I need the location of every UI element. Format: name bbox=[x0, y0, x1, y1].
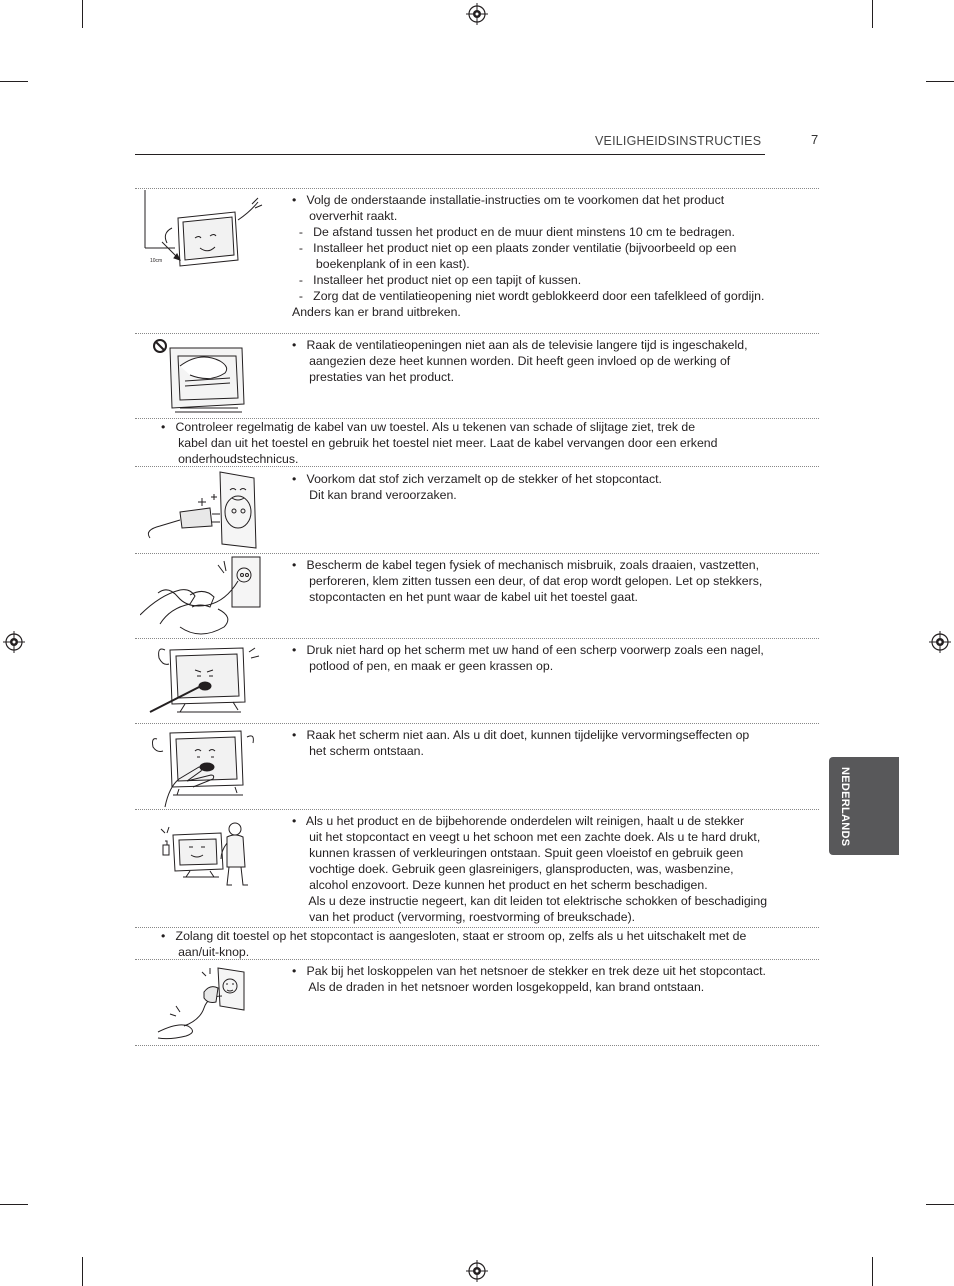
text-line: kunnen krassen of verkleuringen ontstaan. Spuit geen vloeistof en gebruik geen bbox=[292, 846, 744, 860]
text-line: • Raak het scherm niet aan. Als u dit doet, kunnen tijdelijke vervormingseffecten op bbox=[292, 728, 750, 742]
page-number: 7 bbox=[811, 132, 819, 147]
cleaning-tv-illustration bbox=[155, 815, 255, 895]
text-line: • Raak de ventilatieopeningen niet aan als de televisie langere tijd is ingeschakeld, bbox=[292, 338, 748, 352]
section-divider bbox=[135, 553, 819, 554]
text-line: Als u deze instructie negeert, kan dit leiden tot elektrische schokken of beschadiging bbox=[292, 894, 768, 908]
text-line: alcohol enzovoort. Deze kunnen het product en het scherm beschadigen. bbox=[292, 878, 708, 892]
section-cable-protect bbox=[292, 557, 762, 605]
text-line: • Druk niet hard op het scherm met uw hand of een scherp voorwerp zoals een nagel, bbox=[292, 643, 764, 657]
no-touch-vent-illustration bbox=[150, 336, 250, 416]
section-divider bbox=[135, 1045, 819, 1046]
text-line: het scherm ontstaan. bbox=[292, 744, 424, 758]
text-line: stopcontacten en het punt waar de kabel uit het toestel gaat. bbox=[292, 590, 638, 604]
text-line: potlood of pen, en maak er geen krassen op. bbox=[292, 659, 554, 673]
section-overheating bbox=[292, 192, 764, 320]
text-line: Dit kan brand veroorzaken. bbox=[292, 488, 457, 502]
text-line: - Installeer het product niet op een plaats zonder ventilatie (bijvoorbeeld op een bbox=[292, 241, 737, 255]
text-line: • Pak bij het loskoppelen van het netsnoer de stekker en trek deze uit het stopcontact. bbox=[292, 964, 766, 978]
crop-mark bbox=[872, 0, 873, 28]
text-line: vochtige doek. Gebruik geen glasreinigers, glansproducten, was, wasbenzine, bbox=[292, 862, 734, 876]
sharp-object-screen-illustration bbox=[145, 640, 265, 720]
text-line: prestaties van het product. bbox=[292, 370, 454, 384]
section-divider bbox=[135, 333, 819, 334]
text-line: • Volg de onderstaande installatie-instructies om te voorkomen dat het product bbox=[292, 193, 725, 207]
header-rule bbox=[135, 154, 765, 155]
crop-mark bbox=[872, 1257, 873, 1286]
text-line: Anders kan er brand uitbreken. bbox=[292, 305, 461, 319]
text-line: Als de draden in het netsnoer worden losgekoppeld, kan brand ontstaan. bbox=[292, 980, 705, 994]
language-tab-label: NEDERLANDS bbox=[839, 767, 851, 847]
dusty-plug-illustration bbox=[140, 468, 270, 552]
text-line: boekenplank of in een kast). bbox=[292, 257, 470, 271]
section-unplug bbox=[292, 963, 766, 995]
crop-mark bbox=[82, 0, 83, 28]
text-line: - De afstand tussen het product en de muur dient minstens 10 cm te bedragen. bbox=[292, 225, 735, 239]
text-line: • Als u het product en de bijbehorende onderdelen wilt reinigen, haalt u de stekker bbox=[292, 814, 745, 828]
section-cable-check bbox=[161, 419, 717, 467]
crop-mark bbox=[82, 1257, 83, 1286]
text-line: • Controleer regelmatig de kabel van uw toestel. Als u tekenen van schade of slijtage ziet, trek de bbox=[161, 420, 696, 434]
registration-mark-icon bbox=[3, 631, 25, 653]
unplug-by-plug-illustration bbox=[150, 962, 250, 1042]
crop-mark bbox=[926, 81, 954, 82]
text-line: • Zolang dit toestel op het stopcontact is aangesloten, staat er stroom op, zelfs als u het uitschakelt met de bbox=[161, 929, 747, 943]
tv-wall-clearance-illustration bbox=[140, 190, 270, 270]
section-ventilation bbox=[292, 337, 747, 385]
text-line: kabel dan uit het toestel en gebruik het toestel niet meer. Laat de kabel vervangen door een erkend bbox=[161, 436, 718, 450]
language-tab bbox=[829, 757, 899, 855]
text-line: aangezien deze heet kunnen worden. Dit heeft geen invloed op de werking of bbox=[292, 354, 731, 368]
crop-mark bbox=[0, 81, 28, 82]
text-line: perforeren, klem zitten tussen een deur, of dat erop wordt gelopen. Let op stekkers, bbox=[292, 574, 763, 588]
section-dust-plug bbox=[292, 471, 662, 503]
section-divider bbox=[135, 638, 819, 639]
hand-touch-screen-illustration bbox=[145, 725, 265, 809]
section-divider bbox=[135, 809, 819, 810]
section-divider bbox=[135, 723, 819, 724]
section-screen-press bbox=[292, 642, 764, 674]
text-line: • Bescherm de kabel tegen fysiek of mechanisch misbruik, zoals draaien, vastzetten, bbox=[292, 558, 760, 572]
clearance-label: 10cm bbox=[150, 258, 163, 264]
section-cleaning bbox=[292, 813, 767, 925]
crop-mark bbox=[926, 1204, 954, 1205]
text-line: onderhoudstechnicus. bbox=[161, 452, 299, 466]
registration-mark-icon bbox=[466, 3, 488, 25]
text-line: - Installeer het product niet op een tapijt of kussen. bbox=[292, 273, 582, 287]
text-line: uit het stopcontact en veegt u het schoon met een zachte doek. Als u te hard drukt, bbox=[292, 830, 761, 844]
section-screen-touch bbox=[292, 727, 749, 759]
registration-mark-icon bbox=[466, 1260, 488, 1282]
registration-mark-icon bbox=[929, 631, 951, 653]
section-power-on bbox=[161, 928, 746, 960]
text-line: - Zorg dat de ventilatieopening niet wordt geblokkeerd door een tafelkleed of gordijn. bbox=[292, 289, 765, 303]
text-line: van het product (vervorming, roestvorming of breukschade). bbox=[292, 910, 636, 924]
text-line: oververhit raakt. bbox=[292, 209, 398, 223]
text-line: aan/uit-knop. bbox=[161, 945, 250, 959]
text-line: • Voorkom dat stof zich verzamelt op de stekker of het stopcontact. bbox=[292, 472, 662, 486]
crop-mark bbox=[0, 1204, 28, 1205]
section-header-title: VEILIGHEIDSINSTRUCTIES bbox=[595, 134, 762, 148]
cable-twist-illustration bbox=[140, 555, 270, 637]
section-divider bbox=[135, 188, 819, 189]
